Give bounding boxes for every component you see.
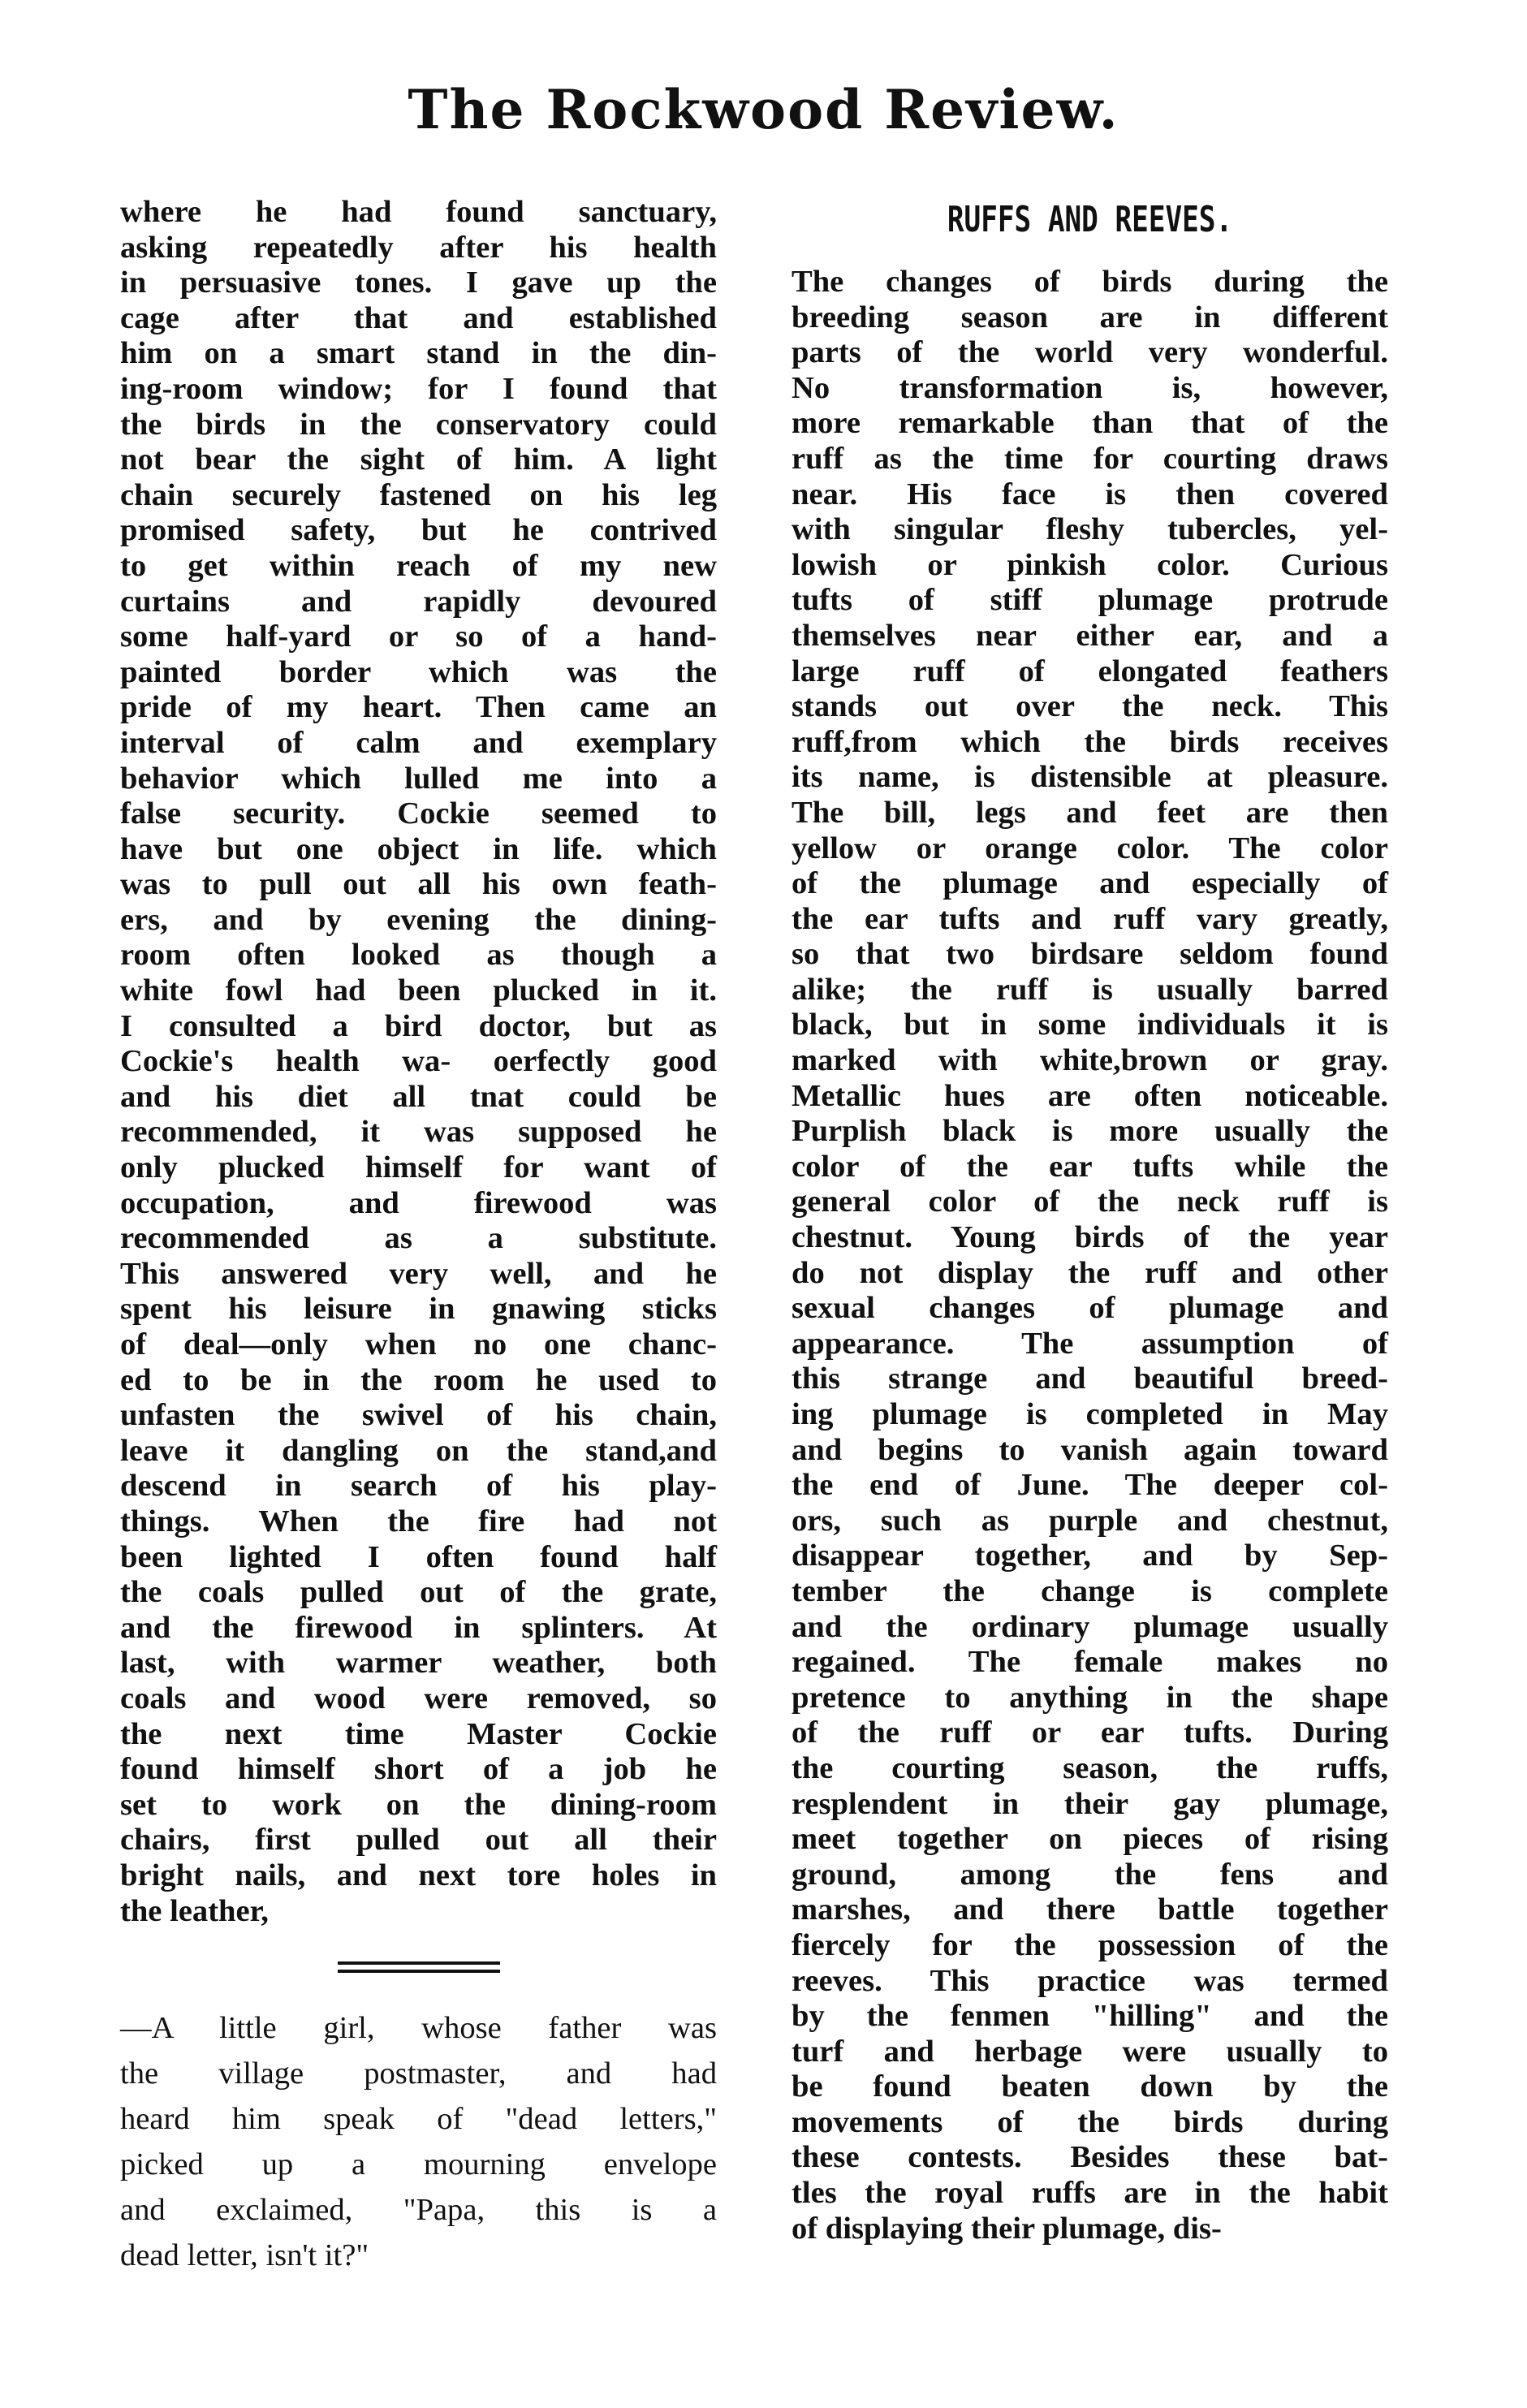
text-line: ruff,from which the birds receives (792, 724, 1388, 759)
text-line: so that two birdsare seldom found (792, 937, 1388, 972)
text-line: resplendent in their gay plumage, (792, 1786, 1388, 1821)
text-line: this strange and beautiful breed- (792, 1362, 1388, 1396)
text-line: near. His face is then covered (792, 477, 1388, 511)
text-line: recommended as a substitute. (120, 1221, 717, 1256)
text-line: alike; the ruff is usually barred (792, 972, 1388, 1007)
text-line: No transformation is, however, (792, 370, 1388, 405)
text-line: breeding season are in different (792, 300, 1388, 334)
text-line: The changes of birds during the (792, 265, 1388, 299)
text-line: sexual changes of plumage and (792, 1291, 1388, 1326)
text-line: heard him speak of "dead letters," (120, 2102, 717, 2137)
ruffs-and-reeves-article-text (792, 265, 1388, 2246)
text-line: movements of the birds during (792, 2104, 1388, 2139)
text-line: the courting season, the ruffs, (792, 1750, 1388, 1785)
text-line: themselves near either ear, and a (792, 618, 1388, 653)
text-line: spent his leisure in gnawing sticks (120, 1292, 717, 1327)
text-line: these contests. Besides these bat- (792, 2140, 1388, 2175)
text-line: white fowl had been plucked in it. (120, 973, 717, 1008)
text-line: disappear together, and by Sep- (792, 1538, 1388, 1573)
text-line: yellow or orange color. The color (792, 831, 1388, 865)
text-line: things. When the fire had not (120, 1504, 717, 1538)
text-line: unfasten the swivel of his chain, (120, 1398, 717, 1433)
text-line: promised safety, but he contrived (120, 513, 717, 548)
text-line: and the firewood in splinters. At (120, 1610, 717, 1645)
text-line: pride of my heart. Then came an (120, 690, 717, 725)
text-line: and the ordinary plumage usually (792, 1609, 1388, 1644)
text-line: to get within reach of my new (120, 548, 717, 583)
text-line: curtains and rapidly devoured (120, 584, 717, 619)
text-line: The bill, legs and feet are then (792, 795, 1388, 830)
text-line: the leather, (120, 1893, 269, 1928)
text-line: the ear tufts and ruff vary greatly, (792, 901, 1388, 936)
text-line: Metallic hues are often noticeable. (792, 1078, 1388, 1113)
text-line: Purplish black is more usually the (792, 1114, 1388, 1149)
text-line: have but one object in life. which (120, 831, 717, 866)
text-line: chairs, first pulled out all their (120, 1823, 717, 1858)
text-line: found himself short of a job he (120, 1752, 717, 1787)
text-line: marked with white,brown or gray. (792, 1043, 1388, 1078)
text-line: been lighted I often found half (120, 1539, 717, 1574)
text-line: —A little girl, whose father was (120, 2011, 717, 2046)
left-column-article-text (120, 195, 717, 1929)
text-line: last, with warmer weather, both (120, 1646, 717, 1681)
text-line: more remarkable than that of the (792, 406, 1388, 441)
text-line: room often looked as though a (120, 938, 717, 973)
text-line: set to work on the dining-room (120, 1787, 717, 1822)
text-line: do not display the ruff and other (792, 1255, 1388, 1290)
text-line: of the plumage and especially of (792, 866, 1388, 901)
text-line: the end of June. The deeper col- (792, 1468, 1388, 1503)
text-line: meet together on pieces of rising (792, 1822, 1388, 1857)
text-line: some half-yard or so of a hand- (120, 619, 717, 654)
text-line: Cockie's health wa- oerfectly good (120, 1044, 717, 1079)
text-line: marshes, and there battle together (792, 1892, 1388, 1927)
text-line: and begins to vanish again toward (792, 1432, 1388, 1467)
text-line: picked up a mourning envelope (120, 2147, 717, 2182)
text-line: ers, and by evening the dining- (120, 902, 717, 937)
text-line: by the fenmen "hilling" and the (792, 1999, 1388, 2034)
text-line: only plucked himself for want of (120, 1150, 717, 1185)
text-line: of displaying their plumage, dis- (792, 2211, 1222, 2246)
text-line: asking repeatedly after his health (120, 230, 717, 265)
text-line: I consulted a bird doctor, but as (120, 1008, 717, 1043)
text-line: ing-room window; for I found that (120, 371, 717, 406)
article-heading: RUFFS AND REEVES. (947, 199, 1233, 240)
text-line: be found beaten down by the (792, 2069, 1388, 2104)
text-line: fiercely for the possession of the (792, 1927, 1388, 1962)
text-line: regained. The female makes no (792, 1645, 1388, 1680)
text-line: false security. Cockie seemed to (120, 796, 717, 831)
text-line: cage after that and established (120, 300, 717, 335)
text-line: the village postmaster, and had (120, 2056, 717, 2091)
text-line: general color of the neck ruff is (792, 1185, 1388, 1219)
text-line: with singular fleshy tubercles, yel- (792, 512, 1388, 547)
text-line: behavior which lulled me into a (120, 761, 717, 796)
text-line: black, but in some individuals it is (792, 1008, 1388, 1042)
text-line: in persuasive tones. I gave up the (120, 265, 717, 300)
text-line: where he had found sanctuary, (120, 195, 717, 229)
text-line: was to pull out all his own feath- (120, 867, 717, 902)
text-line: large ruff of elongated feathers (792, 654, 1388, 688)
text-line: This answered very well, and he (120, 1256, 717, 1291)
text-line: pretence to anything in the shape (792, 1680, 1388, 1715)
text-line: ground, among the fens and (792, 1857, 1388, 1892)
left-column (120, 195, 717, 2278)
text-line: turf and herbage were usually to (792, 2034, 1388, 2069)
text-line: of the ruff or ear tufts. During (792, 1715, 1388, 1750)
text-line: color of the ear tufts while the (792, 1149, 1388, 1184)
anecdote-paragraph (120, 2005, 717, 2278)
text-line: ruff as the time for courting draws (792, 441, 1388, 476)
text-line: dead letter, isn't it?" (120, 2238, 369, 2273)
text-line: ed to be in the room he used to (120, 1362, 717, 1397)
text-line: tles the royal ruffs are in the habit (792, 2176, 1388, 2211)
text-line: parts of the world very wonderful. (792, 335, 1388, 370)
text-line: the coals pulled out of the grate, (120, 1575, 717, 1610)
masthead-title: The Rockwood Review. (408, 78, 1119, 141)
section-divider (338, 1961, 500, 1973)
text-line: coals and wood were removed, so (120, 1681, 717, 1715)
text-line: lowish or pinkish color. Curious (792, 547, 1388, 582)
text-line: reeves. This practice was termed (792, 1963, 1388, 1998)
text-line: the next time Master Cockie (120, 1716, 717, 1751)
text-line: chain securely fastened on his leg (120, 477, 717, 512)
text-line: bright nails, and next tore holes in (120, 1858, 717, 1892)
text-line: tember the change is complete (792, 1573, 1388, 1608)
text-line: ors, such as purple and chestnut, (792, 1503, 1388, 1538)
text-line: and exclaimed, "Papa, this is a (120, 2193, 717, 2228)
text-line: descend in search of his play- (120, 1469, 717, 1504)
text-line: chestnut. Young birds of the year (792, 1220, 1388, 1255)
text-line: and his diet all tnat could be (120, 1079, 717, 1114)
text-line: the birds in the conservatory could (120, 407, 717, 442)
text-line: of deal—only when no one chanc- (120, 1327, 717, 1362)
text-line: occupation, and firewood was (120, 1185, 717, 1220)
text-line: not bear the sight of him. A light (120, 442, 717, 477)
text-line: its name, is distensible at pleasure. (792, 760, 1388, 795)
text-line: stands out over the neck. This (792, 689, 1388, 724)
text-line: tufts of stiff plumage protrude (792, 583, 1388, 618)
text-line: appearance. The assumption of (792, 1326, 1388, 1361)
text-line: ing plumage is completed in May (792, 1397, 1388, 1431)
text-line: recommended, it was supposed he (120, 1115, 717, 1150)
text-line: leave it dangling on the stand,and (120, 1433, 717, 1468)
text-line: painted border which was the (120, 654, 717, 689)
text-line: interval of calm and exemplary (120, 725, 717, 760)
text-line: him on a smart stand in the din- (120, 336, 717, 371)
right-column (792, 195, 1388, 2246)
